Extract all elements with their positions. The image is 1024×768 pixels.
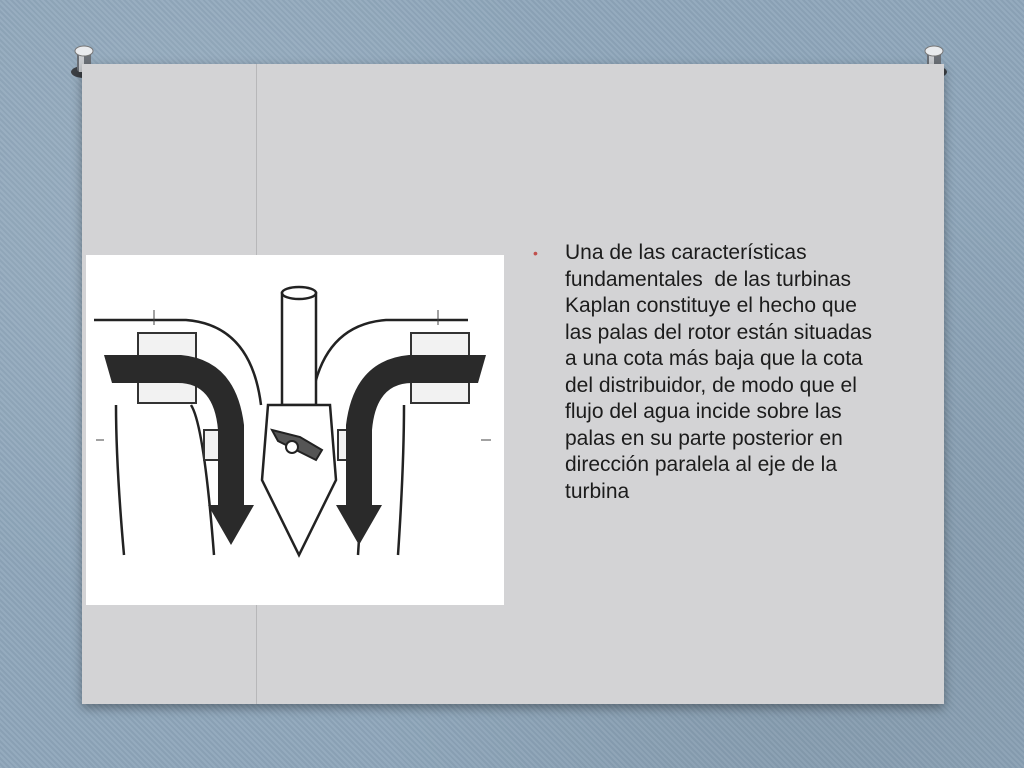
- kaplan-turbine-figure: [86, 255, 504, 605]
- kaplan-turbine-diagram: [86, 255, 504, 605]
- bullet-text: Una de las características fundamentales de las turbinas Kaplan constituye el hecho que las palas del rotor están situadas a una cota más baja que la cota del distribuidor, de modo que el flujo del agua incide sobre las palas en su parte posterior en dirección paralela al eje de la turbina: [565, 241, 878, 503]
- slide-text-block: [533, 240, 883, 505]
- bullet-item: [533, 240, 883, 505]
- bullet-icon: •: [533, 245, 538, 261]
